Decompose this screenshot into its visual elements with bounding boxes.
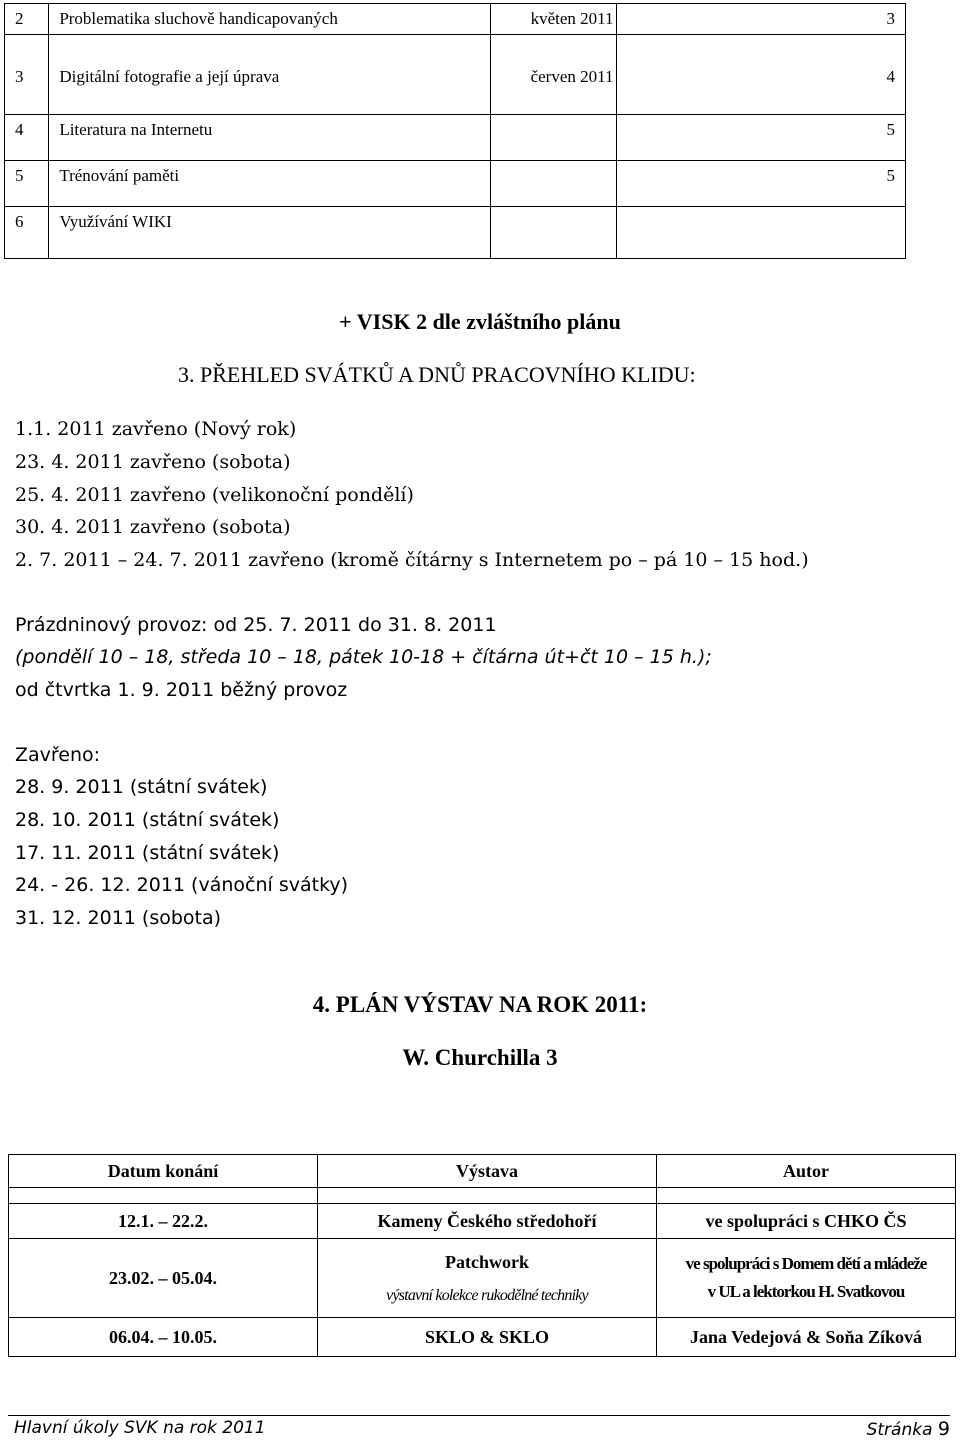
course-num: 4 <box>5 115 49 161</box>
exhibit-date: 23.02. – 05.04. <box>9 1239 318 1318</box>
course-date: červen 2011 <box>490 35 616 115</box>
course-pages <box>616 207 906 259</box>
footer-page-label: Stránka <box>866 1420 933 1440</box>
exhibit-title: SKLO & SKLO <box>318 1318 657 1357</box>
closed-label: Zavřeno: <box>15 744 101 766</box>
closure-line: 1.1. 2011 zavřeno (Nový rok) <box>15 418 297 440</box>
course-num: 3 <box>5 35 49 115</box>
header-author: Autor <box>657 1155 956 1188</box>
summer-line: Prázdninový provoz: od 25. 7. 2011 do 31. 8. 2011 <box>15 614 497 636</box>
section3-heading: 3. PŘEHLED SVÁTKŮ A DNŮ PRACOVNÍHO KLIDU: <box>178 362 696 387</box>
table-row <box>5 161 906 207</box>
footer-page <box>867 1418 950 1440</box>
closure-line: 30. 4. 2011 zavřeno (sobota) <box>15 516 291 538</box>
table-row <box>9 1239 956 1318</box>
course-pages: 3 <box>616 4 906 35</box>
visk-note: + VISK 2 dle zvláštního plánu <box>339 309 621 334</box>
course-date: květen 2011 <box>490 4 616 35</box>
closed-day: 24. - 26. 12. 2011 (vánoční svátky) <box>15 874 349 896</box>
table-row <box>9 1204 956 1239</box>
spacer-row <box>9 1188 956 1204</box>
closed-day: 17. 11. 2011 (státní svátek) <box>15 842 280 864</box>
course-num: 6 <box>5 207 49 259</box>
section4-heading: 4. PLÁN VÝSTAV NA ROK 2011: <box>312 992 648 1017</box>
exhibit-title: Patchwork <box>445 1251 529 1272</box>
footer-title: Hlavní úkoly SVK na rok 2011 <box>14 1418 266 1438</box>
table-row <box>5 35 906 115</box>
footer-divider <box>8 1415 950 1416</box>
exhibit-cell <box>318 1239 657 1318</box>
closed-day: 28. 10. 2011 (státní svátek) <box>15 809 280 831</box>
course-name: Trénování paměti <box>49 161 490 207</box>
exhibit-subtitle: výstavní kolekce rukodělné techniky <box>386 1286 588 1304</box>
course-name: Problematika sluchově handicapovaných <box>49 4 490 35</box>
exhibition-location: W. Churchilla 3 <box>402 1045 558 1070</box>
footer-page-number: 9 <box>937 1418 950 1440</box>
course-num: 5 <box>5 161 49 207</box>
summer-hours: (pondělí 10 – 18, středa 10 – 18, pátek 10-18 + čítárna út+čt 10 – 15 h.); <box>15 646 712 668</box>
header-exhibition: Výstava <box>318 1155 657 1188</box>
exhibit-title: Kameny Českého středohoří <box>318 1204 657 1239</box>
course-num: 2 <box>5 4 49 35</box>
exhibit-author: Jana Vedejová & Soňa Zíková <box>657 1318 956 1357</box>
table-row <box>9 1318 956 1357</box>
closure-line: 25. 4. 2011 zavřeno (velikonoční pondělí) <box>15 484 414 506</box>
course-date <box>490 207 616 259</box>
course-pages: 4 <box>616 35 906 115</box>
course-date <box>490 161 616 207</box>
table-row <box>5 4 906 35</box>
course-name: Literatura na Internetu <box>49 115 490 161</box>
exhibition-table <box>8 1154 956 1357</box>
regular-service: od čtvrtka 1. 9. 2011 běžný provoz <box>15 679 348 701</box>
exhibit-author: ve spolupráci s CHKO ČS <box>657 1204 956 1239</box>
course-name: Využívání WIKI <box>49 207 490 259</box>
exhibit-date: 12.1. – 22.2. <box>9 1204 318 1239</box>
table-header-row <box>9 1155 956 1188</box>
exhibit-date: 06.04. – 10.05. <box>9 1318 318 1357</box>
closure-line: 2. 7. 2011 – 24. 7. 2011 zavřeno (kromě čítárny s Internetem po – pá 10 – 15 hod.) <box>15 549 809 571</box>
table-row <box>5 207 906 259</box>
exhibit-author-line2: v UL a lektorkou H. Svatkovou <box>707 1282 905 1301</box>
course-table <box>4 3 906 259</box>
course-pages: 5 <box>616 161 906 207</box>
exhibit-author: ve spolupráci s Domem dětí a mládeže <box>685 1254 927 1273</box>
course-pages: 5 <box>616 115 906 161</box>
closed-day: 31. 12. 2011 (sobota) <box>15 907 222 929</box>
closure-line: 23. 4. 2011 zavřeno (sobota) <box>15 451 291 473</box>
closed-day: 28. 9. 2011 (státní svátek) <box>15 776 268 798</box>
course-date <box>490 115 616 161</box>
header-date: Datum konání <box>9 1155 318 1188</box>
exhibit-author-cell <box>657 1239 956 1318</box>
course-name: Digitální fotografie a její úprava <box>49 35 490 115</box>
table-row <box>5 115 906 161</box>
